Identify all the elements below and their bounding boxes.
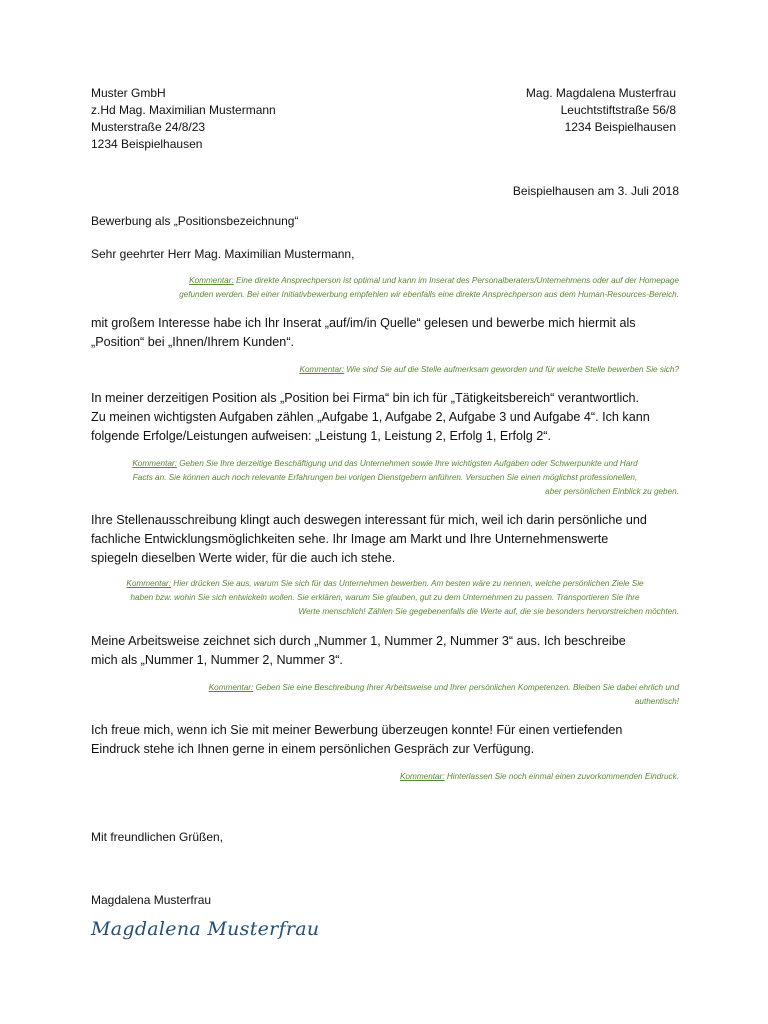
body-paragraph [91, 632, 679, 670]
body-paragraph [91, 389, 679, 446]
paragraph-line: folgende Erfolge/Leistungen aufweisen: „Leistung 1, Leistung 2, Erfolg 1, Erfolg 2“. [91, 429, 551, 443]
body-paragraph [91, 511, 679, 568]
comment-note [91, 577, 679, 619]
comment-label: Kommentar: [189, 276, 234, 285]
paragraph-line: „Position“ bei „Ihnen/Ihrem Kunden“. [91, 335, 295, 349]
comment-note [91, 363, 679, 377]
comment-label: Kommentar: [400, 772, 445, 781]
salutation: Sehr geehrter Herr Mag. Maximilian Mustermann, [91, 247, 355, 261]
paragraph-line: Ich freue mich, wenn ich Sie mit meiner Bewerbung überzeugen konnte! Für einen vertiefenden [91, 723, 623, 737]
comment-text: Hinterlassen Sie noch einmal einen zuvorkommenden Eindruck. [446, 772, 679, 781]
comment-note [91, 770, 679, 784]
paragraph-line: mit großem Interesse habe ich Ihr Inserat „auf/im/in Quelle“ gelesen und bewerbe mich hiermit als [91, 316, 636, 330]
comment-text: Wie sind Sie auf die Stelle aufmerksam geworden und für welche Stelle bewerben Sie sich? [346, 365, 679, 374]
paragraph-line: Ihre Stellenausschreibung klingt auch deswegen interessant für mich, weil ich darin persönliche und [91, 513, 647, 527]
comment-label: Kommentar: [132, 459, 177, 468]
comment-text: Facts an. Sie können auch noch relevante Erfahrungen bei vorigen Dienstgebern anführen. Versuchen Sie einen möglichst professionellen, [132, 473, 638, 482]
body-paragraph [91, 721, 679, 759]
subject-line: Bewerbung als „Positionsbezeichnung“ [91, 214, 299, 228]
handwritten-signature: Magdalena Musterfrau [91, 918, 320, 940]
paragraph-line: Eindruck stehe ich Ihnen gerne in einem persönlichen Gespräch zur Verfügung. [91, 742, 535, 756]
signer-name: Magdalena Musterfrau [91, 893, 212, 907]
paragraph-line: spiegeln dieselben Werte wider, für die auch ich stehe. [91, 551, 396, 565]
date-line: Beispielhausen am 3. Juli 2018 [512, 184, 679, 198]
recipient-city: 1234 Beispielhausen [91, 137, 203, 151]
sender-street: Leuchtstiftstraße 56/8 [560, 103, 676, 117]
comment-text: Geben Sie Ihre derzeitige Beschäftigung und das Unternehmen sowie Ihre wichtigsten Aufgaben oder Schwerpunkte und Hard [179, 459, 638, 468]
recipient-company: Muster GmbH [91, 86, 166, 100]
paragraph-line: Meine Arbeitsweise zeichnet sich durch „Nummer 1, Nummer 2, Nummer 3“ aus. Ich beschreibe [91, 634, 626, 648]
paragraph-line: Zu meinen wichtigsten Aufgaben zählen „Aufgabe 1, Aufgabe 2, Aufgabe 3 und Aufgabe 4“. Ich kann [91, 410, 650, 424]
recipient-street: Musterstraße 24/8/23 [91, 120, 206, 134]
comment-text: authentisch! [634, 697, 679, 706]
sender-city: 1234 Beispielhausen [564, 120, 676, 134]
comment-note [91, 274, 679, 302]
comment-label: Kommentar: [126, 579, 172, 588]
comment-note [91, 457, 679, 499]
recipient-attention: z.Hd Mag. Maximilian Mustermann [91, 103, 276, 117]
sender-name: Mag. Magdalena Musterfrau [525, 86, 676, 100]
closing: Mit freundlichen Grüßen, [91, 830, 224, 844]
comment-text: aber persönlichen Einblick zu geben. [545, 487, 679, 496]
comment-label: Kommentar: [208, 683, 254, 692]
paragraph-line: mich als „Nummer 1, Nummer 2, Nummer 3“. [91, 653, 343, 667]
comment-text: Werte menschlich! Zählen Sie gegebenenfalls die Werte auf, die sie besonders hervorstreichen möchten. [298, 607, 679, 616]
comment-note [91, 681, 679, 709]
comment-text: Geben Sie eine Beschreibung Ihrer Arbeitsweise und Ihrer persönlichen Kompetenzen. Bleiben Sie dabei ehrlich und [255, 683, 679, 692]
comment-text: Eine direkte Ansprechperson ist optimal und kann im Inserat des Personalberaters/Unternehmens oder auf der Homepage [236, 276, 679, 285]
body-paragraph [91, 314, 679, 352]
comment-text: gefunden werden. Bei einer Initiativbewerbung empfehlen wir ebenfalls eine direkte Ansprechperson aus dem Human-Resources-Bereich. [179, 290, 679, 299]
paragraph-line: In meiner derzeitigen Position als „Position bei Firma“ bin ich für „Tätigkeitsbereich“ verantwortlich. [91, 391, 640, 405]
comment-text: Hier drücken Sie aus, warum Sie sich für das Unternehmen bewerben. Am besten wäre zu nennen, welche persönlichen Ziele Sie [173, 579, 644, 588]
paragraph-line: fachliche Entwicklungsmöglichkeiten sehe. Ihr Image am Markt und Ihre Unternehmenswerte [91, 532, 609, 546]
comment-label: Kommentar: [299, 365, 345, 374]
comment-text: haben bzw. wohin Sie sich entwickeln wollen. Sie erklären, warum Sie glauben, gut zu dem Unternehmen zu passen. Transportieren Sie Ihre [130, 593, 640, 602]
